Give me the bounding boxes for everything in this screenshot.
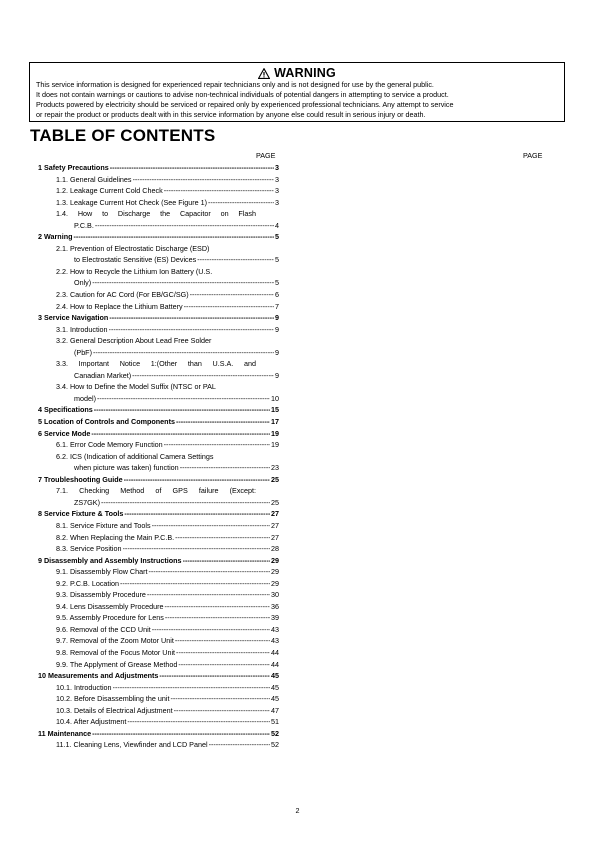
- toc-entry[interactable]: [38, 370, 279, 382]
- toc-section-entry[interactable]: [38, 404, 279, 416]
- toc-entry-label: 4 Specifications: [38, 405, 93, 415]
- toc-entry-label: 1.1. General Guidelines: [56, 174, 132, 184]
- toc-entry[interactable]: [38, 520, 279, 532]
- toc-entry-label: 10.3. Details of Electrical Adjustment: [56, 705, 173, 715]
- toc-entry[interactable]: [38, 601, 279, 613]
- toc-entry-label: ZS7GK): [74, 497, 100, 507]
- toc-page-number: 3: [275, 174, 279, 184]
- toc-entry[interactable]: [38, 289, 279, 301]
- toc-entry-label[interactable]: 2.2. How to Recycle the Lithium Ion Battery (U.S.: [56, 266, 213, 276]
- page-number: 2: [295, 806, 300, 815]
- toc-entry-label: Canadian Market): [74, 370, 132, 380]
- toc-page-number: 27: [271, 509, 279, 519]
- toc-entry-label: 10.1. Introduction: [56, 682, 112, 692]
- toc-leader-dots: [92, 728, 270, 740]
- toc-page-number: 28: [271, 544, 279, 554]
- toc-section-entry[interactable]: [38, 416, 279, 428]
- toc-page-number: 6: [275, 290, 279, 300]
- toc-entry-label: 10.2. Before Disassembling the unit: [56, 694, 170, 704]
- toc-page-number: 19: [271, 428, 279, 438]
- toc-page-number: 10: [271, 393, 279, 403]
- toc-section-entry[interactable]: [38, 474, 279, 486]
- toc-page-number: 44: [271, 647, 279, 657]
- toc-entry[interactable]: [38, 277, 279, 289]
- toc-leader-dots: [175, 532, 270, 544]
- toc-page-number: 4: [275, 220, 279, 230]
- toc-leader-dots: [209, 739, 270, 751]
- toc-page-number: 25: [271, 474, 279, 484]
- toc-entry[interactable]: [38, 589, 279, 601]
- toc-leader-dots: [93, 347, 274, 359]
- toc-page-number: 45: [271, 682, 279, 692]
- toc-entry[interactable]: [38, 543, 279, 555]
- toc-page-number: 29: [271, 578, 279, 588]
- toc-entry-label: (PbF): [74, 347, 92, 357]
- toc-page-number: 43: [271, 636, 279, 646]
- toc-page-number: 27: [271, 520, 279, 530]
- toc-page-number: 23: [271, 463, 279, 473]
- toc-page-number: 29: [271, 555, 279, 565]
- toc-entry-label[interactable]: 3.3. Important Notice 1:(Other than U.S.A. and: [56, 359, 256, 369]
- toc-entry[interactable]: [38, 324, 279, 336]
- toc-entry-label: when picture was taken) function: [74, 463, 179, 473]
- toc-entry-label: 10 Measurements and Adjustments: [38, 671, 159, 681]
- toc-page-number: 52: [271, 740, 279, 750]
- toc-entry-label: 8.3. Service Position: [56, 544, 122, 554]
- toc-page-number: 45: [271, 671, 279, 681]
- toc-leader-dots: [170, 693, 270, 705]
- toc-entry[interactable]: [38, 462, 279, 474]
- toc-entry-label: 5 Location of Controls and Components: [38, 417, 175, 427]
- toc-entry[interactable]: [38, 254, 279, 266]
- toc-entry-label[interactable]: 1.4. How to Discharge the Capacitor on Flash: [56, 209, 256, 219]
- toc-section-entry[interactable]: [38, 728, 279, 740]
- toc-leader-dots: [127, 716, 270, 728]
- toc-leader-dots: [109, 324, 274, 336]
- toc-page-number: 44: [271, 659, 279, 669]
- toc-page-number: 43: [271, 624, 279, 634]
- toc-entry[interactable]: [38, 739, 279, 751]
- toc-page-number: 5: [275, 232, 279, 242]
- toc-leader-dots: [164, 185, 274, 197]
- toc-entry-label[interactable]: 3.4. How to Define the Model Suffix (NTSC or PAL: [56, 382, 216, 392]
- toc-leader-dots: [175, 635, 270, 647]
- toc-leader-dots: [94, 404, 270, 416]
- toc-entry[interactable]: [38, 612, 279, 624]
- toc-entry-label: 9.8. Removal of the Focus Motor Unit: [56, 647, 176, 657]
- toc-leader-dots: [165, 612, 270, 624]
- toc-entry[interactable]: [38, 566, 279, 578]
- toc-section-entry[interactable]: [38, 428, 279, 440]
- toc-leader-dots: [180, 462, 270, 474]
- toc-page-number: 27: [271, 532, 279, 542]
- toc-entry-label: 1 Safety Precautions: [38, 163, 109, 172]
- toc-entry-label[interactable]: 2.1. Prevention of Electrostatic Discharge (ESD): [56, 243, 210, 253]
- toc-leader-dots: [190, 289, 274, 301]
- toc-leader-dots: [152, 624, 270, 636]
- toc-entry-label[interactable]: 3.2. General Description About Lead Free Solder: [56, 336, 212, 346]
- toc-page-number: 5: [275, 278, 279, 288]
- toc-page-number: 3: [275, 186, 279, 196]
- toc-entry[interactable]: [38, 174, 279, 186]
- warning-line: It does not contain warnings or cautions to advise non-technical individuals of potential dangers in attempting to service a product.: [36, 90, 449, 99]
- toc-leader-dots: [113, 682, 270, 694]
- toc-leader-dots: [101, 497, 270, 509]
- toc-entry[interactable]: [38, 624, 279, 636]
- toc-leader-dots: [124, 474, 270, 486]
- toc-page-number: 52: [271, 728, 279, 738]
- toc-leader-dots: [110, 162, 274, 174]
- toc-entry-label: 9.4. Lens Disassembly Procedure: [56, 601, 164, 611]
- toc-page-number: 9: [275, 347, 279, 357]
- toc-page-number: 9: [275, 370, 279, 380]
- warning-box: [29, 62, 565, 122]
- toc-leader-dots: [123, 543, 270, 555]
- toc-leader-dots: [164, 601, 270, 613]
- toc-entry[interactable]: [38, 716, 279, 728]
- toc-entry[interactable]: [38, 301, 279, 313]
- toc-entry-label: 11.1. Cleaning Lens, Viewfinder and LCD Panel: [56, 740, 208, 750]
- toc-leader-dots: [120, 578, 270, 590]
- page-title: TABLE OF CONTENTS: [30, 126, 216, 145]
- warning-title-text: WARNING: [274, 66, 336, 80]
- toc-leader-dots: [109, 312, 274, 324]
- toc-entry[interactable]: [38, 197, 279, 209]
- toc-page-number: 19: [271, 440, 279, 450]
- toc-entry-label: 7 Troubleshooting Guide: [38, 474, 123, 484]
- toc-entry-label: 2 Warning: [38, 232, 73, 242]
- toc-entry[interactable]: [38, 220, 279, 232]
- toc-entry-label: P.C.B.: [74, 220, 94, 230]
- toc-entry[interactable]: [38, 532, 279, 544]
- warning-line: or repair the product or products dealt with in this service information by anyone else could result in serious injury or death.: [36, 110, 426, 119]
- toc-entry-label: model): [74, 393, 96, 403]
- toc-page-number: 7: [275, 301, 279, 311]
- toc-leader-dots: [176, 647, 270, 659]
- toc-section-entry[interactable]: [38, 508, 279, 520]
- toc-entry-label: 10.4. After Adjustment: [56, 717, 127, 727]
- toc-page-number: 47: [271, 705, 279, 715]
- toc-leader-dots: [92, 277, 274, 289]
- toc-leader-dots: [184, 301, 274, 313]
- toc-entry-label[interactable]: 7.1. Checking Method of GPS failure (Except:: [56, 486, 256, 496]
- toc-entry[interactable]: [38, 497, 279, 509]
- toc-leader-dots: [174, 705, 270, 717]
- toc-page-number: 29: [271, 567, 279, 577]
- toc-entry[interactable]: [38, 578, 279, 590]
- toc-page-number: 45: [271, 694, 279, 704]
- toc-entry-label: 9.6. Removal of the CCD Unit: [56, 624, 151, 634]
- toc-page-number: 30: [271, 590, 279, 600]
- toc-entry-label: 9.3. Disassembly Procedure: [56, 590, 146, 600]
- toc-leader-dots: [147, 589, 270, 601]
- page-column-label-left: PAGE: [256, 151, 276, 160]
- toc-entry[interactable]: [38, 347, 279, 359]
- toc-entry-label: 8.2. When Replacing the Main P.C.B.: [56, 532, 175, 542]
- toc-page-number: 25: [271, 497, 279, 507]
- toc-entry-label: 9 Disassembly and Assembly Instructions: [38, 555, 182, 565]
- toc-leader-dots: [132, 370, 274, 382]
- toc-leader-dots: [159, 670, 270, 682]
- toc-page-number: 36: [271, 601, 279, 611]
- toc-leader-dots: [183, 555, 270, 567]
- toc-entry[interactable]: [38, 682, 279, 694]
- toc-leader-dots: [178, 659, 270, 671]
- toc-list: [38, 162, 279, 751]
- toc-section-entry[interactable]: [38, 312, 279, 324]
- toc-leader-dots: [164, 439, 270, 451]
- toc-page-number: 9: [275, 324, 279, 334]
- toc-entry[interactable]: [38, 635, 279, 647]
- toc-leader-dots: [176, 416, 270, 428]
- toc-entry[interactable]: [38, 185, 279, 197]
- toc-leader-dots: [97, 393, 270, 405]
- toc-entry-label: 1.3. Leakage Current Hot Check (See Figure 1): [56, 197, 208, 207]
- toc-entry-label: 3.1. Introduction: [56, 324, 108, 334]
- toc-entry[interactable]: [38, 659, 279, 671]
- toc-entry-label: 2.4. How to Replace the Lithium Battery: [56, 301, 183, 311]
- toc-entry-label[interactable]: 6.2. ICS (Indication of additional Camera Settings: [56, 451, 214, 461]
- toc-leader-dots: [197, 254, 274, 266]
- toc-entry-label: 9.5. Assembly Procedure for Lens: [56, 613, 164, 623]
- toc-entry[interactable]: [38, 693, 279, 705]
- page-column-label-right: PAGE: [523, 151, 543, 160]
- toc-section-entry[interactable]: [38, 555, 279, 567]
- toc-section-entry[interactable]: [38, 670, 279, 682]
- toc-entry-label: 8 Service Fixture & Tools: [38, 509, 124, 519]
- warning-line: Products powered by electricity should be serviced or repaired only by experienced professional technicians. Any attempt to service: [36, 100, 454, 109]
- toc-entry[interactable]: [38, 439, 279, 451]
- toc-leader-dots: [208, 197, 274, 209]
- toc-leader-dots: [73, 231, 274, 243]
- toc-entry-label: 2.3. Caution for AC Cord (For EB/GC/SG): [56, 290, 189, 300]
- toc-entry-label: Only): [74, 278, 92, 288]
- toc-entry-label: 6.1. Error Code Memory Function: [56, 440, 163, 450]
- toc-leader-dots: [95, 220, 274, 232]
- toc-leader-dots: [133, 174, 274, 186]
- warning-title: [36, 66, 558, 80]
- toc-section-entry[interactable]: [38, 162, 279, 174]
- warning-line: This service information is designed for experienced repair technicians only and is not designed for use by the general public.: [36, 80, 434, 89]
- toc-entry-label: 1.2. Leakage Current Cold Check: [56, 186, 163, 196]
- toc-section-entry[interactable]: [38, 231, 279, 243]
- toc-page-number: 3: [275, 197, 279, 207]
- toc-leader-dots: [148, 566, 270, 578]
- toc-leader-dots: [124, 508, 270, 520]
- toc-leader-dots: [91, 428, 270, 440]
- toc-page-number: 17: [271, 417, 279, 427]
- toc-page-number: 9: [275, 313, 279, 323]
- toc-entry[interactable]: [38, 705, 279, 717]
- toc-page-number: 15: [271, 405, 279, 415]
- toc-entry-label: 9.2. P.C.B. Location: [56, 578, 119, 588]
- toc-page-number: 5: [275, 255, 279, 265]
- toc-entry[interactable]: [38, 647, 279, 659]
- warning-triangle-icon: [258, 68, 270, 79]
- toc-entry-label: 9.9. The Applyment of Grease Method: [56, 659, 178, 669]
- toc-entry-label: 11 Maintenance: [38, 728, 92, 738]
- toc-entry-label: to Electrostatic Sensitive (ES) Devices: [74, 255, 197, 265]
- toc-entry[interactable]: [38, 393, 279, 405]
- toc-page-number: 3: [275, 163, 279, 172]
- toc-page-number: 51: [271, 717, 279, 727]
- toc-entry-label: 3 Service Navigation: [38, 313, 109, 323]
- toc-entry-label: 8.1. Service Fixture and Tools: [56, 520, 151, 530]
- toc-page-number: 39: [271, 613, 279, 623]
- toc-entry-label: 9.7. Removal of the Zoom Motor Unit: [56, 636, 174, 646]
- toc-entry-label: 9.1. Disassembly Flow Chart: [56, 567, 148, 577]
- toc-leader-dots: [152, 520, 270, 532]
- toc-entry-label: 6 Service Mode: [38, 428, 91, 438]
